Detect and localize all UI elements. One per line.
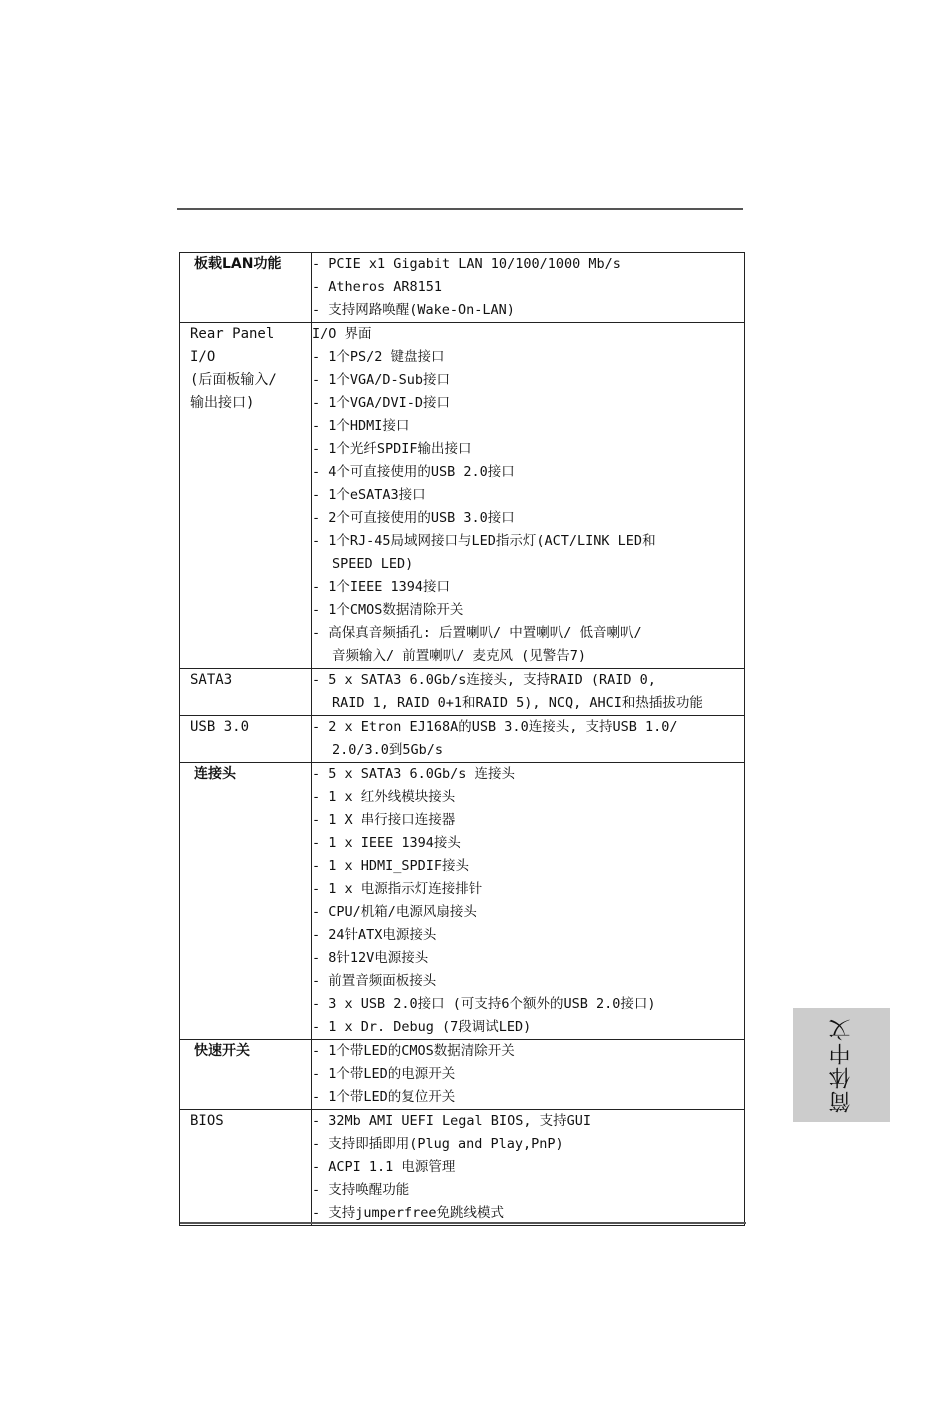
spec-row (180, 763, 745, 1040)
spec-content-cell (312, 763, 745, 1040)
spec-line: - Atheros AR8151 (312, 279, 443, 295)
spec-line: - PCIE x1 Gigabit LAN 10/100/1000 Mb/s (312, 256, 621, 272)
spec-line: - 1 x 红外线模块接头 (312, 789, 456, 805)
spec-line: - 24针ATX电源接头 (312, 927, 437, 943)
spec-line: - 3 x USB 2.0接口 (可支持6个额外的USB 2.0接口) (312, 996, 656, 1012)
spec-label: USB 3.0 (190, 719, 250, 735)
spec-line: - 高保真音频插孔: 后置喇叭/ 中置喇叭/ 低音喇叭/ (312, 625, 642, 641)
spec-line: - 2 x Etron EJ168A的USB 3.0连接头, 支持USB 1.0/ (312, 719, 678, 735)
spec-label: 输出接口) (190, 395, 255, 411)
spec-line: 2.0/3.0到5Gb/s (332, 742, 444, 758)
spec-label: 快速开关 (194, 1043, 250, 1059)
spec-label: BIOS (190, 1113, 224, 1129)
spec-label-cell (180, 1110, 312, 1226)
language-tab (793, 1008, 890, 1122)
spec-row (180, 1110, 745, 1226)
spec-line: - 1个带LED的CMOS数据清除开关 (312, 1043, 515, 1059)
spec-line: - 1个带LED的电源开关 (312, 1066, 456, 1082)
spec-line: - CPU/机箱/电源风扇接头 (312, 904, 477, 920)
spec-line: - 支持网路唤醒(Wake-On-LAN) (312, 302, 515, 318)
spec-line: - 1 x 电源指示灯连接排针 (312, 881, 483, 897)
spec-line: - 1个HDMI接口 (312, 418, 410, 434)
spec-label-cell (180, 763, 312, 1040)
spec-label: SATA3 (190, 672, 233, 688)
spec-label: 连接头 (194, 766, 236, 782)
spec-line: - 4个可直接使用的USB 2.0接口 (312, 464, 515, 480)
spec-line: - 5 x SATA3 6.0Gb/s 连接头 (312, 766, 516, 782)
spec-line: RAID 1, RAID 0+1和RAID 5), NCQ, AHCI和热插拔功能 (332, 695, 703, 711)
spec-line: - 1 X 串行接口连接器 (312, 812, 456, 828)
spec-line: - 1个eSATA3接口 (312, 487, 426, 503)
spec-content-cell (312, 1040, 745, 1110)
spec-content-cell (312, 669, 745, 716)
spec-line: SPEED LED) (332, 556, 414, 572)
spec-line: - 1个RJ-45局域网接口与LED指示灯(ACT/LINK LED和 (312, 533, 656, 549)
spec-line: - ACPI 1.1 电源管理 (312, 1159, 456, 1175)
spec-label: I/O (190, 349, 216, 365)
spec-line: - 支持jumperfree免跳线模式 (312, 1205, 505, 1221)
spec-line: - 支持唤醒功能 (312, 1182, 410, 1198)
spec-label: Rear Panel (190, 326, 275, 342)
spec-label-cell (180, 1040, 312, 1110)
spec-content-cell (312, 323, 745, 669)
spec-line: - 5 x SATA3 6.0Gb/s连接头, 支持RAID (RAID 0, (312, 672, 656, 688)
spec-line: - 1个VGA/D-Sub接口 (312, 372, 451, 388)
spec-line: - 32Mb AMI UEFI Legal BIOS, 支持GUI (312, 1113, 591, 1129)
spec-line: - 1个VGA/DVI-D接口 (312, 395, 451, 411)
spec-content-cell (312, 1110, 745, 1226)
spec-label-cell (180, 716, 312, 763)
spec-row (180, 669, 745, 716)
spec-label-cell (180, 253, 312, 323)
spec-table (179, 252, 745, 1226)
spec-line: - 1 x IEEE 1394接头 (312, 835, 461, 851)
spec-row (180, 1040, 745, 1110)
spec-line: 音频输入/ 前置喇叭/ 麦克风 (见警告7) (332, 648, 587, 664)
spec-line: - 2个可直接使用的USB 3.0接口 (312, 510, 515, 526)
spec-row (180, 323, 745, 669)
spec-line: - 1个PS/2 键盘接口 (312, 349, 445, 365)
spec-label-cell (180, 669, 312, 716)
bottom-rule (180, 1222, 746, 1224)
language-tab-label: 简体中文 (829, 1017, 854, 1113)
spec-line: - 1个CMOS数据清除开关 (312, 602, 464, 618)
spec-row (180, 716, 745, 763)
spec-row (180, 253, 745, 323)
spec-line: - 1个IEEE 1394接口 (312, 579, 451, 595)
spec-line: - 1个光纤SPDIF输出接口 (312, 441, 472, 457)
spec-label-cell (180, 323, 312, 669)
spec-label: 板载LAN功能 (194, 256, 282, 272)
spec-line: - 1个带LED的复位开关 (312, 1089, 456, 1105)
spec-line: - 8针12V电源接头 (312, 950, 429, 966)
spec-line: - 支持即插即用(Plug and Play,PnP) (312, 1136, 564, 1152)
spec-content-cell (312, 253, 745, 323)
spec-line: - 前置音频面板接头 (312, 973, 437, 989)
spec-line: - 1 x Dr. Debug (7段调试LED) (312, 1019, 532, 1035)
spec-content-cell (312, 716, 745, 763)
top-rule (177, 208, 743, 210)
spec-line: I/O 界面 (312, 326, 372, 342)
spec-label: (后面板输入/ (190, 372, 277, 388)
spec-line: - 1 x HDMI_SPDIF接头 (312, 858, 470, 874)
